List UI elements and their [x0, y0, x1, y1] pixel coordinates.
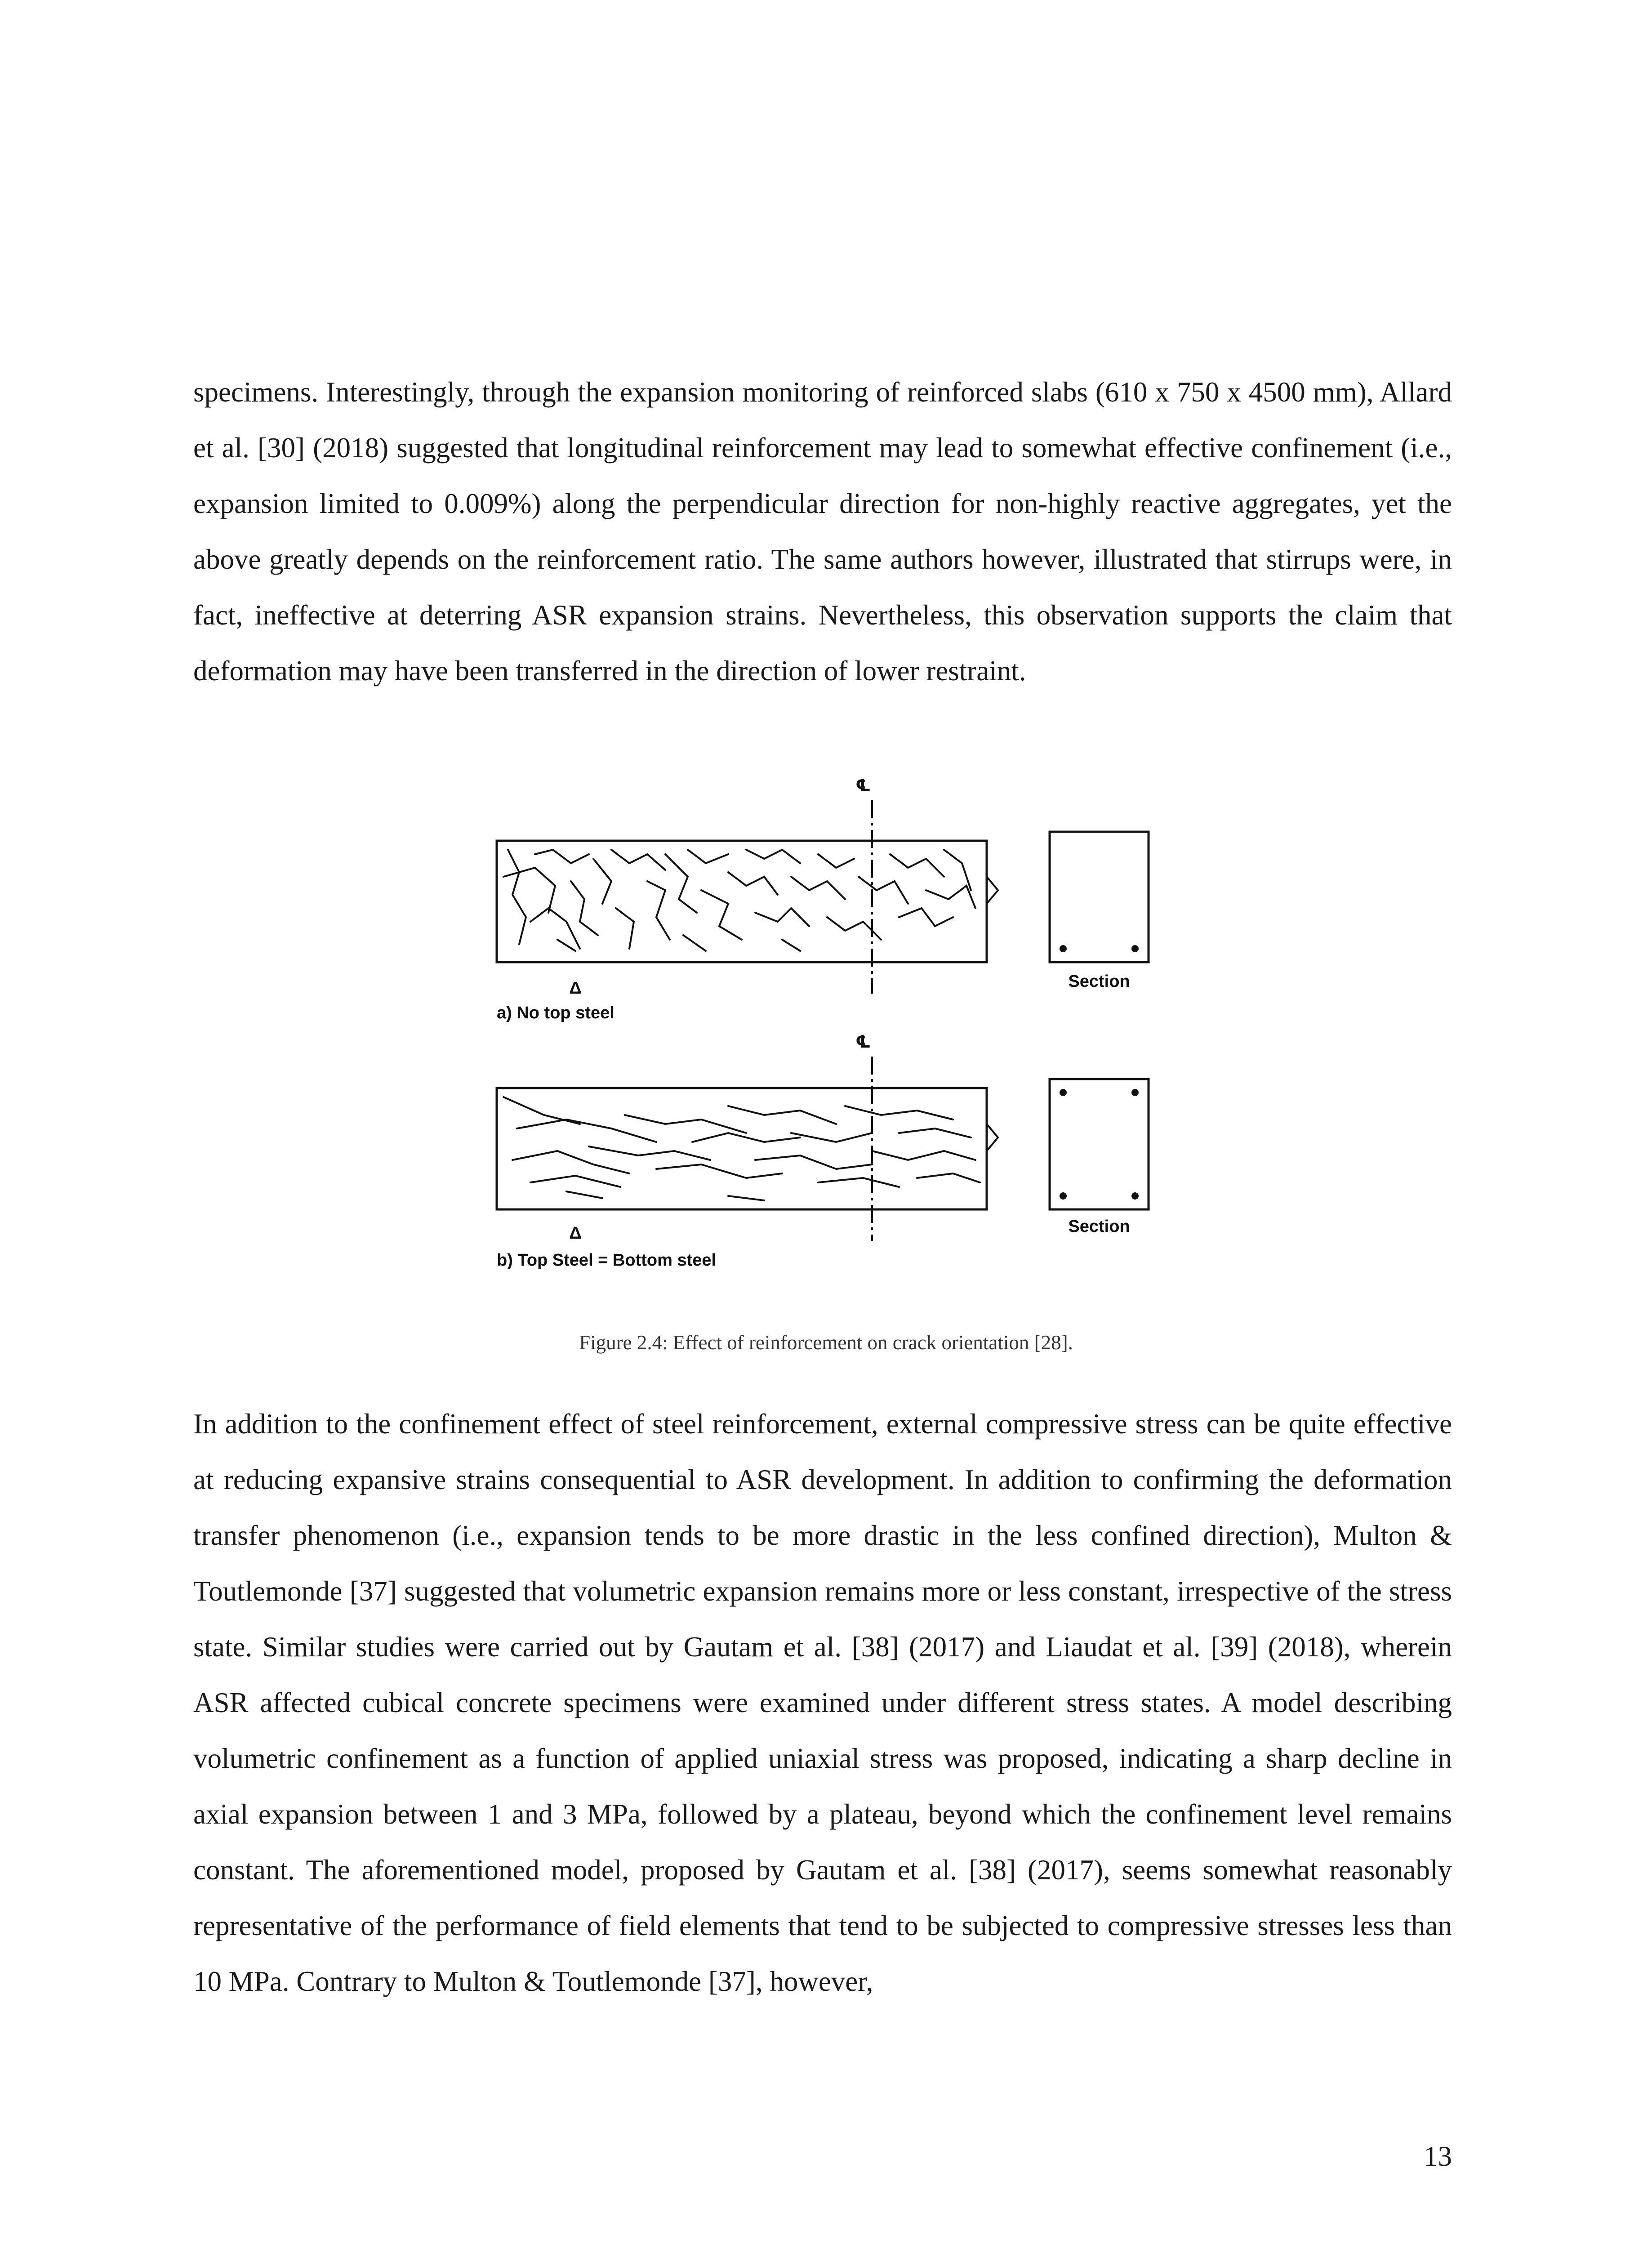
support-symbol-b: Δ	[569, 1224, 582, 1243]
section-label-b: Section	[1068, 1217, 1130, 1236]
section-b	[1050, 1079, 1149, 1209]
panel-b-label: b) Top Steel = Bottom steel	[497, 1251, 717, 1270]
section-a	[1050, 832, 1149, 962]
centerline-symbol-b: ℄	[855, 1033, 871, 1052]
figure-caption: Figure 2.4: Effect of reinforcement on crack orientation [28].	[579, 1331, 1073, 1354]
rebar-top-left-b	[1060, 1089, 1067, 1096]
body-paragraph-1: specimens. Interestingly, through the expansion monitoring of reinforced slabs (610 x 750 x 4500 mm), Allard et al. [30] (2018) suggested that longitudinal reinforcement may lead to somewhat effective confinement (i.e., expansion limited to 0.009%) along the perpendicular direction for non-highly reactive aggregates, yet the above greatly depends on the reinforcement ratio. The same authors however, illustrated that stirrups were, in fact, ineffective at deterring ASR expansion strains. Nevertheless, this observation supports the claim that deformation may have been transferred in the direction of lower restraint.	[193, 376, 1452, 687]
rebar-bottom-left-a	[1060, 945, 1067, 952]
beam-b-break	[987, 1124, 998, 1151]
beam-a	[497, 841, 987, 962]
section-label-a: Section	[1068, 972, 1130, 991]
crack-orientation-figure	[476, 773, 1164, 1290]
beam-a-break	[987, 877, 998, 904]
support-symbol-a: Δ	[569, 979, 582, 998]
rebar-bottom-right-a	[1131, 945, 1139, 952]
random-cracks	[503, 850, 975, 951]
rebar-bottom-right-b	[1131, 1192, 1139, 1200]
beam-b	[497, 1088, 987, 1209]
panel-a-label: a) No top steel	[497, 1004, 614, 1022]
longitudinal-cracks	[503, 1097, 980, 1200]
page-number: 13	[1424, 2141, 1452, 2172]
rebar-bottom-left-b	[1060, 1192, 1067, 1200]
body-paragraph-2: In addition to the confinement effect of steel reinforcement, external compressive stress can be quite effective at reducing expansive strains consequential to ASR development. In addition to confirming the deformation transfer phenomenon (i.e., expansion tends to be more drastic in the less confined direction), Multon & Toutlemonde [37] suggested that volumetric expansion remains more or less constant, irrespective of the stress state. Similar studies were carried out by Gautam et al. [38] (2017) and Liaudat et al. [39] (2018), wherein ASR affected cubical concrete specimens were examined under different stress states. A model describing volumetric confinement as a function of applied uniaxial stress was proposed, indicating a sharp decline in axial expansion between 1 and 3 MPa, followed by a plateau, beyond which the confinement level remains constant. The aforementioned model, proposed by Gautam et al. [38] (2017), seems somewhat reasonably representative of the performance of field elements that tend to be subjected to compressive stresses less than 10 MPa. Contrary to Multon & Toutlemonde [37], however,	[193, 1408, 1452, 1997]
rebar-top-right-b	[1131, 1089, 1139, 1096]
centerline-symbol-a: ℄	[855, 776, 871, 795]
crack-orientation-diagram	[476, 773, 1164, 1290]
